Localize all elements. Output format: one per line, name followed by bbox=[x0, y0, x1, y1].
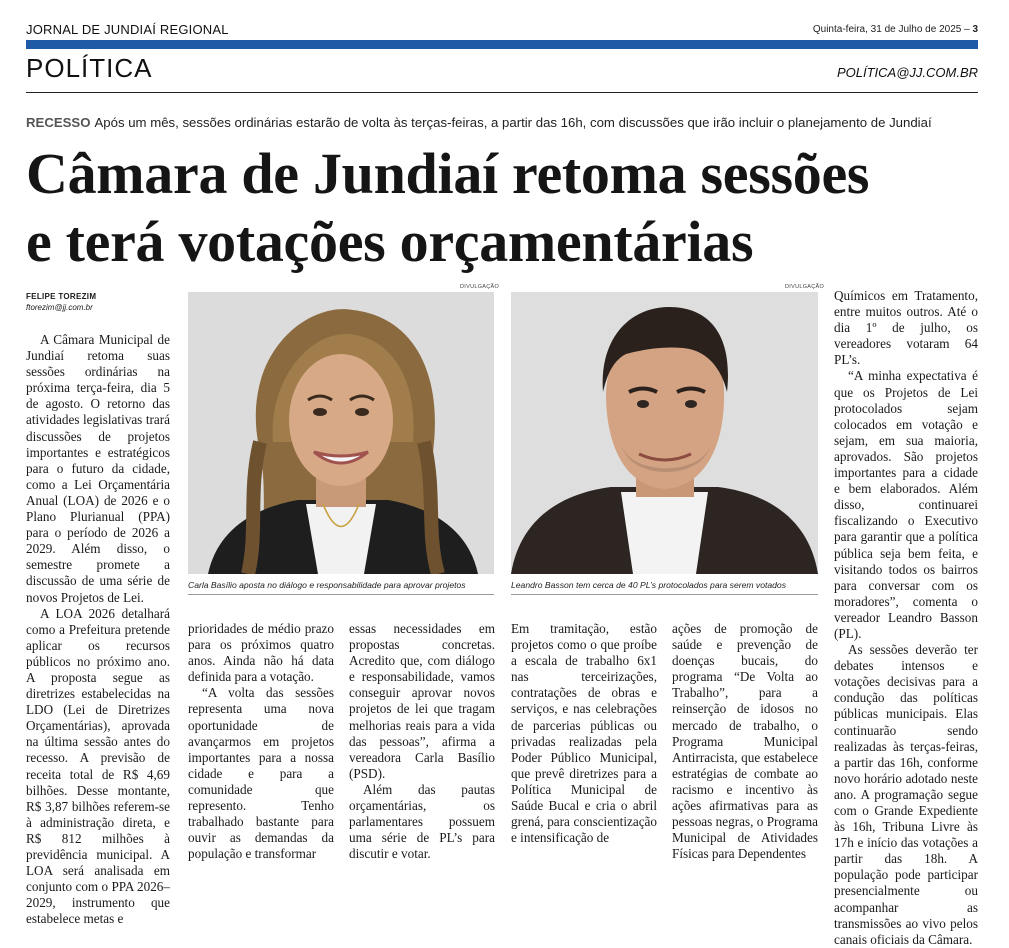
photo-credit: DIVULGAÇÃO bbox=[785, 284, 825, 290]
byline-email[interactable]: ftorezim@jj.com.br bbox=[26, 303, 93, 312]
headline-line-1: Câmara de Jundiaí retoma sessões bbox=[26, 141, 870, 206]
headline bbox=[26, 140, 986, 276]
article-column-6 bbox=[834, 288, 978, 948]
section-divider bbox=[26, 92, 978, 93]
kicker bbox=[26, 115, 986, 130]
section-title: POLÍTICA bbox=[26, 53, 153, 83]
photo-caption: Carla Basílio aposta no diálogo e responsabilidade para aprovar projetos bbox=[188, 580, 466, 590]
section-email[interactable]: POLÍTICA@JJ.COM.BR bbox=[836, 65, 978, 80]
paragraph: As sessões deverão ter debates intensos e votações decisivas para a condução das políticas públicas municipais. Elas continuarão sendo realizadas às terças-feiras, a partir das 16h, conforme novo horário adotado neste ano. A programação segue com o Grande Expediente às 16h, Tribuna Livre às 17h e início das votações a partir das 18h. A população pode participar presencialmente ou acompanhar as transmissões ao vivo pelos canais oficiais da Câmara. bbox=[834, 642, 978, 947]
section-header bbox=[26, 53, 978, 93]
masthead bbox=[26, 22, 978, 40]
paragraph: Em tramitação, estão projetos como o que proíbe a escala de trabalho 6x1 nas terceirizações, contratações de obras e serviços, e nas celebrações de parcerias públicas ou privadas realizadas pela Poder Público Municipal, que prevê diretrizes para a Política Municipal de Saúde Bucal e cria o abril grená, para conscientização e intensificação de bbox=[511, 621, 657, 846]
paragraph: prioridades de médio prazo para os próximos quatro anos. Ainda não há data definida para a votação. bbox=[188, 621, 334, 685]
paragraph: A Câmara Municipal de Jundiaí retoma suas sessões ordinárias na próxima terça-feira, dia 5 de agosto. O retorno das atividades legislativas trará discussões de projetos importantes e estratégicos para o futuro da cidade, como a Lei Orçamentária Anual (LOA) de 2026 e o Plano Plurianual (PPA) para o período de 2026 a 2029. Além disso, o semestre promete a discussão de uma série de novos Projetos de Lei. bbox=[26, 332, 170, 605]
portrait-woman-illustration bbox=[188, 292, 494, 574]
paragraph: ações de promoção de saúde e prevenção de doenças bucais, do programa “De Volta ao Trabalho”, para a reinserção de idosos no mercado de trabalho, o Programa Municipal Antirracista, que estabelece estratégias de combate ao racismo e incentivo às ações afirmativas para as pessoas negras, o Programa Municipal de Atividades Físicas para Dependentes bbox=[672, 621, 818, 862]
page-number: 3 bbox=[972, 24, 978, 35]
paragraph: “A volta das sessões representa uma nova oportunidade de avançarmos em projetos importantes para a nossa cidade e para a comunidade que represento. Tenho trabalhado bastante para ouvir as demandas da população e transformar bbox=[188, 685, 334, 862]
byline bbox=[26, 292, 96, 312]
photo-carla-basilio bbox=[188, 292, 494, 574]
paragraph: Além das pautas orçamentárias, os parlamentares possuem uma série de PL’s para discutir e votar. bbox=[349, 781, 495, 862]
article-column-1 bbox=[26, 332, 170, 927]
kicker-tag: RECESSO bbox=[26, 115, 91, 130]
photo-credit: DIVULGAÇÃO bbox=[460, 284, 500, 290]
headline-line-2: e terá votações orçamentárias bbox=[26, 209, 754, 274]
issue-date: Quinta-feira, 31 de Julho de 2025 bbox=[812, 24, 962, 35]
byline-author: FELIPE TOREZIM bbox=[26, 292, 97, 301]
article-column-3 bbox=[349, 621, 495, 862]
paragraph: essas necessidades em propostas concretas. Acredito que, com diálogo e responsabilidade, vamos conseguir aprovar novos projetos de lei que tragam melhorias reais para a vida das pessoas”, afirma a vereadora Carla Basílio (PSD). bbox=[349, 621, 495, 781]
brand-bar bbox=[26, 40, 978, 49]
caption-rule bbox=[511, 594, 818, 595]
article-column-5 bbox=[672, 621, 818, 862]
portrait-man-illustration bbox=[511, 292, 818, 574]
paragraph: A LOA 2026 detalhará como a Prefeitura pretende aplicar os recursos públicos no próximo ano. A proposta segue as diretrizes estabelecidas na LDO (Lei de Diretrizes Orçamentárias), aprovada na última sessão antes do recesso. A previsão de receita total de R$ 4,69 bilhões. Desse montante, R$ 3,87 bilhões referem-se à administração direta, e R$ 812 milhões à previdência municipal. A LOA será analisada em conjunto com o PPA 2026–2029, instrumento que estabelece metas e bbox=[26, 605, 170, 927]
article-column-2 bbox=[188, 621, 334, 862]
photo-caption: Leandro Basson tem cerca de 40 PL’s protocolados para serem votados bbox=[511, 580, 787, 590]
paragraph: “A minha expectativa é que os Projetos de Lei protocolados sejam colocados em votação e sejam, em sua maioria, aprovados. São projetos importantes para a cidade e bem elaborados. Além disso, continuarei fiscalizando o Executivo para garantir que a política pública seja bem feita, e visitando todos os bairros para conversar com os moradores”, comenta o vereador Leandro Basson (PL). bbox=[834, 368, 978, 641]
kicker-text: Após um mês, sessões ordinárias estarão de volta às terças-feiras, a partir das 16h, com discussões que irão incluir o planejamento de Jundiaí bbox=[94, 115, 932, 130]
article-column-4 bbox=[511, 621, 657, 846]
caption-rule bbox=[188, 594, 494, 595]
paragraph: Químicos em Tratamento, entre muitos outros. Até o dia 1º de julho, os vereadores votaram 64 PL’s. bbox=[834, 288, 978, 368]
date-and-page: Quinta-feira, 31 de Julho de 2025 – 3 bbox=[812, 24, 978, 35]
paper-name: JORNAL DE JUNDIAÍ REGIONAL bbox=[26, 22, 229, 37]
photo-leandro-basson bbox=[511, 292, 818, 574]
